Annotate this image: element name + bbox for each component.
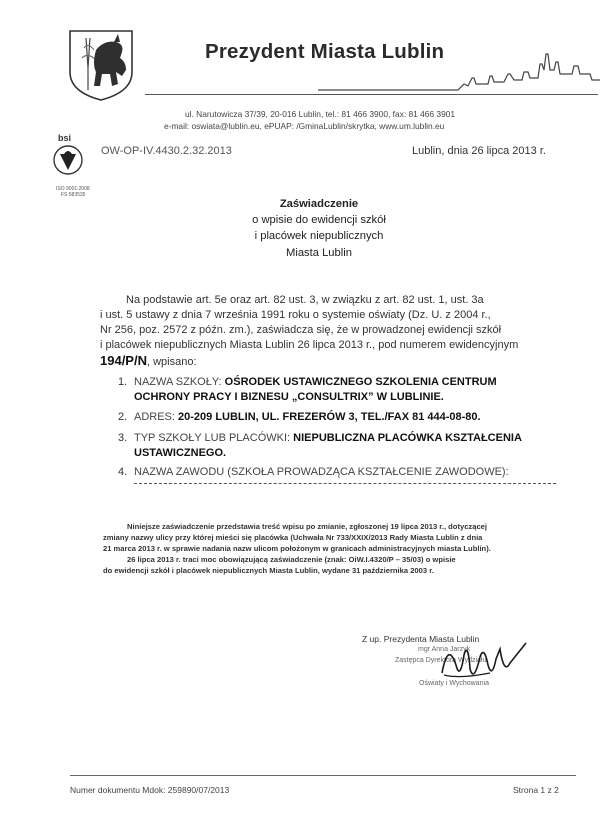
- item-value: 20-209 LUBLIN, UL. FREZERÓW 3, TEL./FAX 81 444-08-80.: [178, 411, 481, 423]
- bsi-mark-text: bsi: [58, 133, 72, 143]
- certificate-number-label: FS 583535: [61, 192, 86, 198]
- note-line-2: zmiany nazwy ulicy przy której mieści się placówka (Uchwała Nr 733/XXIX/2013 Rady Miasta Lublin z dnia: [103, 533, 483, 542]
- heading-line-1: o wpisie do ewidencji szkół: [252, 214, 386, 227]
- certificate-heading: [0, 196, 600, 261]
- body-line-3: Nr 256, poz. 2572 z późn. zm.), zaświadcza się, że w prowadzonej ewidencji szkół: [100, 324, 502, 336]
- body-line-1: Na podstawie art. 5e oraz art. 82 ust. 3, w związku z art. 82 ust. 1, ust. 3a: [126, 294, 484, 306]
- dashed-fill-line: [134, 483, 556, 484]
- signatory-position: Zastępca Dyrektora Wydziału: [395, 657, 487, 664]
- page-title: Prezydent Miasta Lublin: [205, 40, 445, 63]
- signatory-department: Oświaty i Wychowania: [419, 680, 489, 687]
- signatory-name-stamp: mgr Anna Jarzyk: [418, 646, 471, 653]
- list-item: [118, 410, 558, 425]
- bsi-certification-icon: [48, 130, 88, 182]
- body-line-5-suffix: , wpisano:: [146, 356, 197, 368]
- item-number: 3.: [118, 432, 128, 444]
- item-value: NIEPUBLICZNA PLACÓWKA KSZTAŁCENIA: [293, 432, 522, 444]
- office-address: ul. Narutowicza 37/39, 20-016 Lublin, tel.: 81 466 3900, fax: 81 466 3901: [185, 109, 456, 119]
- page-number: Strona 1 z 2: [513, 785, 559, 795]
- heading-line-3: Miasta Lublin: [286, 246, 352, 259]
- item-number: 2.: [118, 411, 128, 423]
- signatory-authority: Z up. Prezydenta Miasta Lublin: [362, 634, 480, 644]
- item-number: 4.: [118, 466, 128, 478]
- item-value: OŚRODEK USTAWICZNEGO SZKOLENIA CENTRUM: [224, 376, 497, 388]
- explanatory-notes: [103, 521, 565, 576]
- document-reference: OW-OP-IV.4430.2.32.2013: [101, 145, 232, 157]
- document-number: Numer dokumentu Mdok: 259890/07/2013: [70, 785, 230, 795]
- list-item: [118, 465, 558, 480]
- item-value-continued: OCHRONY PRACY I BIZNESU „CONSULTRIX” W LUBLINIE.: [134, 390, 444, 403]
- certificate-title: Zaświadczenie: [279, 198, 359, 210]
- iso-standard-label: ISO 9001:2008: [56, 186, 90, 192]
- list-item: [118, 431, 558, 460]
- city-skyline-icon: [318, 50, 600, 92]
- body-line-2: i ust. 5 ustawy z dnia 7 września 1991 roku o systemie oświaty (Dz. U. z 2004 r.,: [100, 309, 491, 321]
- lublin-coat-of-arms-icon: [66, 28, 136, 102]
- body-line-4: i placówek niepublicznych Miasta Lublin 26 lipca 2013 r., pod numerem ewidencyjnym: [100, 339, 519, 351]
- note-line-1: Niniejsze zaświadczenie przedstawia treść wpisu po zmianie, zgłoszonej 19 lipca 2013 r., dotyczącej: [127, 522, 487, 531]
- item-label: NAZWA SZKOŁY:: [134, 376, 225, 388]
- note-line-4: 26 lipca 2013 r. traci moc obowiązującą zaświadczenie (znak: OiW.I.4320/P – 35/03) o wpisie: [127, 555, 456, 564]
- item-label: ADRES:: [134, 411, 179, 423]
- note-line-3: 21 marca 2013 r. w sprawie nadania nazw ulicom położonym w granicach administracyjnych miasta Lublin).: [103, 544, 491, 553]
- office-contacts: e-mail: oswiata@lublin.eu, ePUAP: /GminaLublin/skrytka, www.um.lublin.eu: [164, 121, 445, 131]
- note-line-5: do ewidencji szkół i placówek niepublicznych Miasta Lublin, wydane 31 października 2003 r.: [103, 566, 434, 575]
- document-date: Lublin, dnia 26 lipca 2013 r.: [412, 145, 546, 157]
- list-item: [118, 375, 558, 404]
- footer-rule: [70, 775, 576, 776]
- registry-number: 194/P/N: [100, 353, 147, 368]
- handwritten-signature-icon: [430, 635, 545, 697]
- item-label: NAZWA ZAWODU (SZKOŁA PROWADZĄCA KSZTAŁCENIE ZAWODOWE):: [134, 466, 509, 478]
- item-value-continued: USTAWICZNEGO.: [134, 446, 227, 459]
- body-line-5: [100, 353, 558, 370]
- item-number: 1.: [118, 376, 128, 388]
- heading-line-2: i placówek niepublicznych: [254, 230, 384, 243]
- item-label: TYP SZKOŁY LUB PLACÓWKI:: [134, 432, 294, 444]
- header-rule: [145, 94, 598, 95]
- body-paragraph: [100, 293, 558, 370]
